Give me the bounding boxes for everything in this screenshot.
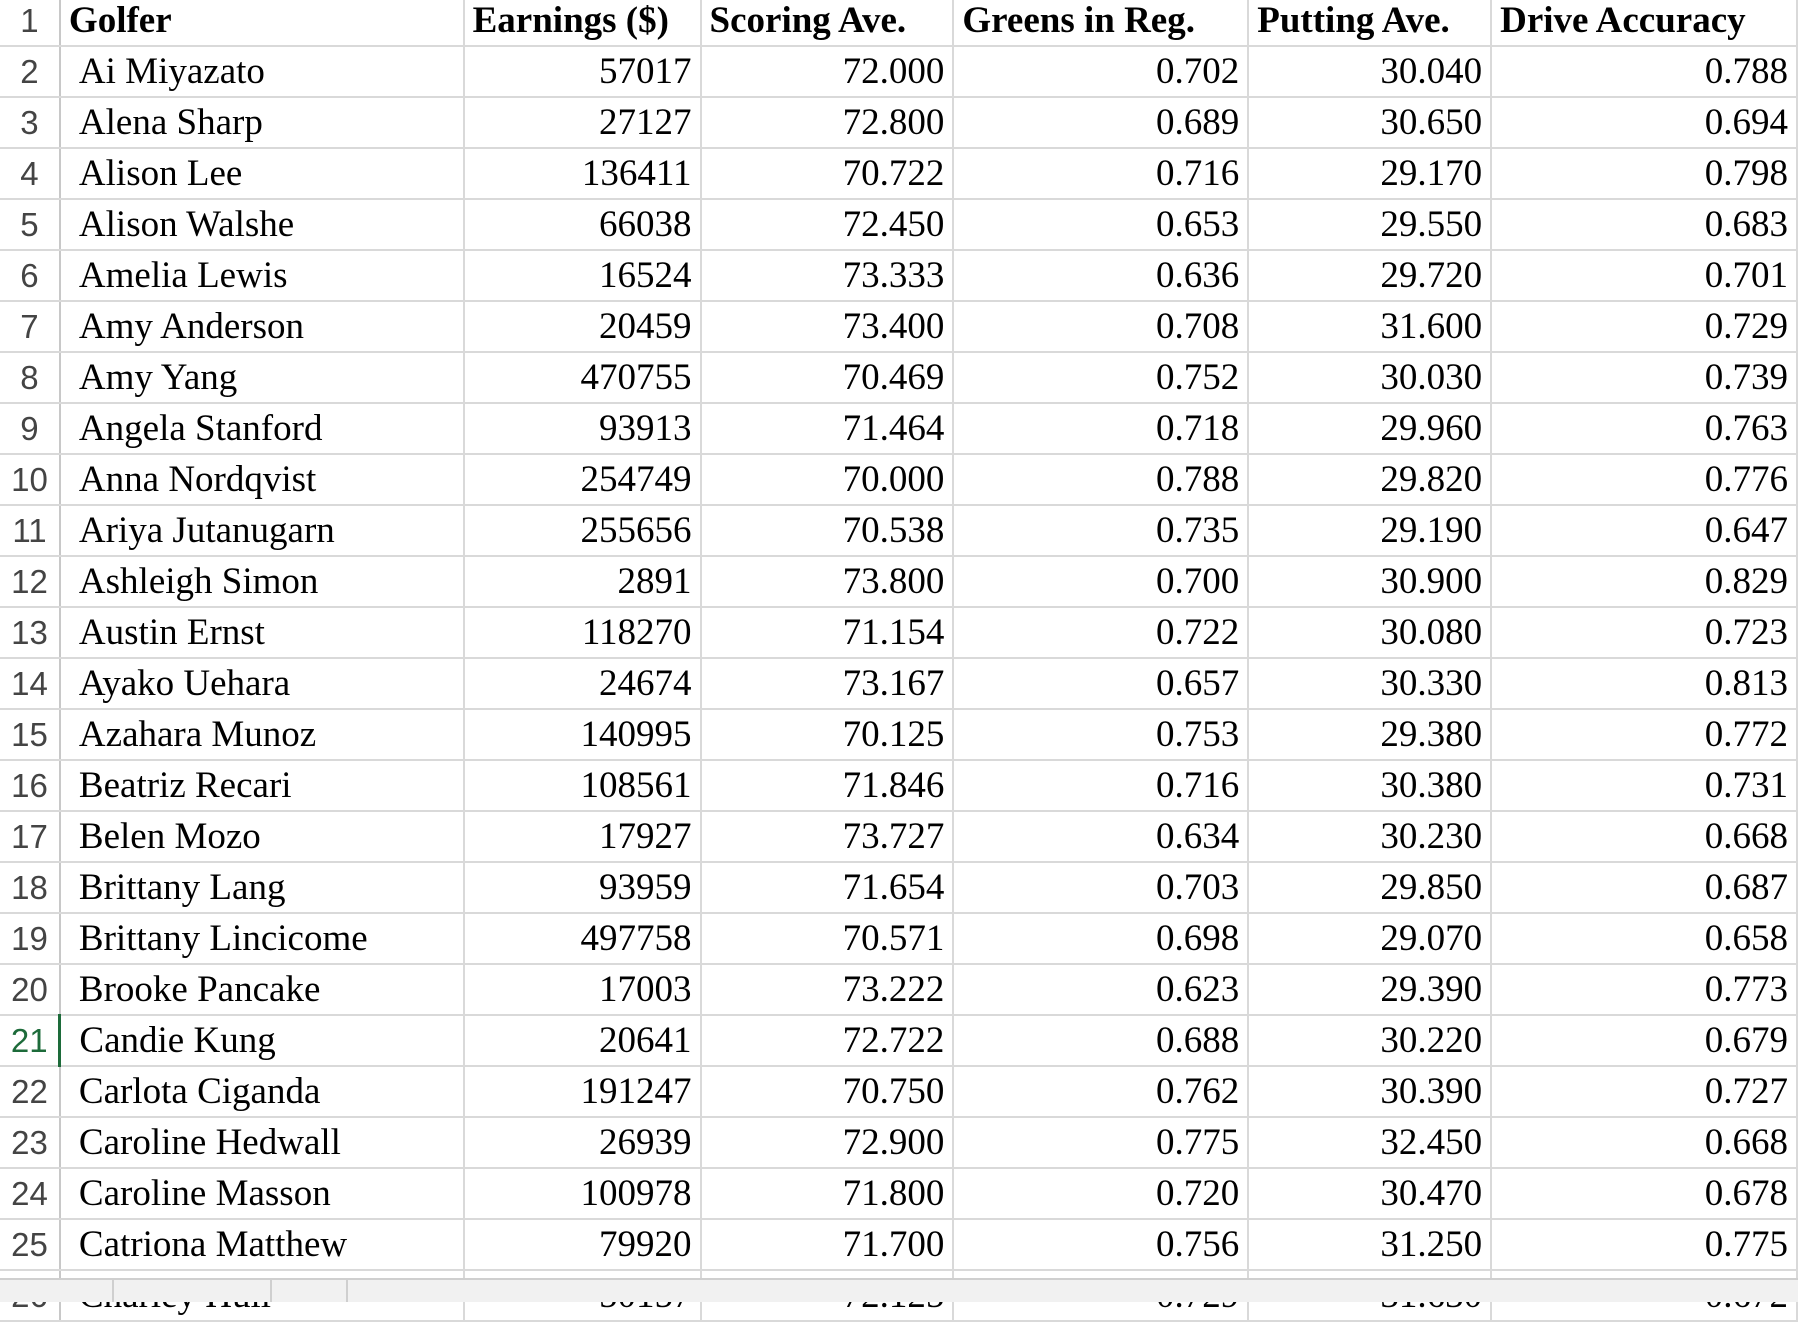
table-row[interactable]: [0, 505, 1797, 556]
table-row[interactable]: [0, 1168, 1797, 1219]
table-row[interactable]: [0, 1219, 1797, 1270]
table-row[interactable]: [0, 607, 1797, 658]
cell-drive-accuracy[interactable]: 0.723: [1491, 607, 1797, 658]
cell-putting-ave[interactable]: 30.230: [1248, 811, 1491, 862]
cell-golfer[interactable]: Amelia Lewis: [60, 250, 464, 301]
row-number[interactable]: 3: [0, 97, 60, 148]
cell-scoring-ave[interactable]: 70.538: [701, 505, 954, 556]
cell-putting-ave[interactable]: 30.380: [1248, 760, 1491, 811]
table-row[interactable]: [0, 199, 1797, 250]
cell-drive-accuracy[interactable]: 0.683: [1491, 199, 1797, 250]
cell-earnings[interactable]: 27127: [464, 97, 701, 148]
table-row[interactable]: [0, 148, 1797, 199]
cell-scoring-ave[interactable]: 72.722: [701, 1015, 954, 1066]
cell-greens-in-reg[interactable]: 0.756: [953, 1219, 1248, 1270]
cell-golfer[interactable]: Austin Ernst: [60, 607, 464, 658]
sheet-tab[interactable]: [112, 1280, 272, 1302]
cell-earnings[interactable]: 20459: [464, 301, 701, 352]
cell-earnings[interactable]: 24674: [464, 658, 701, 709]
cell-scoring-ave[interactable]: 72.450: [701, 199, 954, 250]
cell-putting-ave[interactable]: 32.450: [1248, 1117, 1491, 1168]
cell-scoring-ave[interactable]: 70.125: [701, 709, 954, 760]
cell-drive-accuracy[interactable]: 0.701: [1491, 250, 1797, 301]
row-number[interactable]: 14: [0, 658, 60, 709]
cell-earnings[interactable]: 26939: [464, 1117, 701, 1168]
cell-golfer[interactable]: Amy Anderson: [60, 301, 464, 352]
cell-scoring-ave[interactable]: 71.654: [701, 862, 954, 913]
cell-greens-in-reg[interactable]: 0.752: [953, 352, 1248, 403]
cell-scoring-ave[interactable]: 71.800: [701, 1168, 954, 1219]
row-number[interactable]: 20: [0, 964, 60, 1015]
cell-putting-ave[interactable]: 29.190: [1248, 505, 1491, 556]
cell-scoring-ave[interactable]: 70.722: [701, 148, 954, 199]
header-greens-in-reg[interactable]: Greens in Reg.: [953, 0, 1248, 46]
cell-earnings[interactable]: 191247: [464, 1066, 701, 1117]
cell-drive-accuracy[interactable]: 0.763: [1491, 403, 1797, 454]
table-row[interactable]: [0, 709, 1797, 760]
table-row[interactable]: [0, 811, 1797, 862]
cell-greens-in-reg[interactable]: 0.702: [953, 46, 1248, 97]
row-number[interactable]: 18: [0, 862, 60, 913]
cell-greens-in-reg[interactable]: 0.718: [953, 403, 1248, 454]
row-number[interactable]: 8: [0, 352, 60, 403]
cell-drive-accuracy[interactable]: 0.798: [1491, 148, 1797, 199]
row-number[interactable]: 11: [0, 505, 60, 556]
cell-earnings[interactable]: 17927: [464, 811, 701, 862]
cell-putting-ave[interactable]: 30.080: [1248, 607, 1491, 658]
row-number[interactable]: 19: [0, 913, 60, 964]
table-row[interactable]: [0, 250, 1797, 301]
cell-scoring-ave[interactable]: 71.154: [701, 607, 954, 658]
row-number[interactable]: 25: [0, 1219, 60, 1270]
cell-golfer[interactable]: Amy Yang: [60, 352, 464, 403]
table-row[interactable]: [0, 658, 1797, 709]
cell-putting-ave[interactable]: 29.850: [1248, 862, 1491, 913]
cell-putting-ave[interactable]: 29.720: [1248, 250, 1491, 301]
row-number[interactable]: 7: [0, 301, 60, 352]
cell-putting-ave[interactable]: 29.550: [1248, 199, 1491, 250]
cell-drive-accuracy[interactable]: 0.668: [1491, 1117, 1797, 1168]
header-putting-ave[interactable]: Putting Ave.: [1248, 0, 1491, 46]
cell-golfer[interactable]: Azahara Munoz: [60, 709, 464, 760]
cell-greens-in-reg[interactable]: 0.716: [953, 760, 1248, 811]
cell-golfer[interactable]: Candie Kung: [60, 1015, 464, 1066]
cell-drive-accuracy[interactable]: 0.647: [1491, 505, 1797, 556]
cell-drive-accuracy[interactable]: 0.739: [1491, 352, 1797, 403]
cell-drive-accuracy[interactable]: 0.813: [1491, 658, 1797, 709]
cell-putting-ave[interactable]: 29.390: [1248, 964, 1491, 1015]
cell-golfer[interactable]: Carlota Ciganda: [60, 1066, 464, 1117]
row-number[interactable]: 15: [0, 709, 60, 760]
row-number[interactable]: 21: [0, 1015, 60, 1066]
table-row[interactable]: [0, 46, 1797, 97]
cell-golfer[interactable]: Alison Walshe: [60, 199, 464, 250]
cell-earnings[interactable]: 497758: [464, 913, 701, 964]
cell-greens-in-reg[interactable]: 0.788: [953, 454, 1248, 505]
cell-putting-ave[interactable]: 30.390: [1248, 1066, 1491, 1117]
cell-greens-in-reg[interactable]: 0.720: [953, 1168, 1248, 1219]
row-number[interactable]: 17: [0, 811, 60, 862]
cell-scoring-ave[interactable]: 72.800: [701, 97, 954, 148]
cell-putting-ave[interactable]: 30.220: [1248, 1015, 1491, 1066]
cell-earnings[interactable]: 470755: [464, 352, 701, 403]
cell-scoring-ave[interactable]: 71.846: [701, 760, 954, 811]
row-number[interactable]: 22: [0, 1066, 60, 1117]
cell-scoring-ave[interactable]: 73.727: [701, 811, 954, 862]
cell-drive-accuracy[interactable]: 0.772: [1491, 709, 1797, 760]
row-number[interactable]: 2: [0, 46, 60, 97]
cell-drive-accuracy[interactable]: 0.788: [1491, 46, 1797, 97]
cell-golfer[interactable]: Ayako Uehara: [60, 658, 464, 709]
cell-scoring-ave[interactable]: 71.464: [701, 403, 954, 454]
cell-greens-in-reg[interactable]: 0.688: [953, 1015, 1248, 1066]
table-row[interactable]: [0, 403, 1797, 454]
cell-golfer[interactable]: Beatriz Recari: [60, 760, 464, 811]
cell-scoring-ave[interactable]: 70.571: [701, 913, 954, 964]
sheet-tab-bar[interactable]: [0, 1278, 1798, 1302]
cell-scoring-ave[interactable]: 70.000: [701, 454, 954, 505]
cell-greens-in-reg[interactable]: 0.698: [953, 913, 1248, 964]
table-row[interactable]: [0, 913, 1797, 964]
cell-drive-accuracy[interactable]: 0.731: [1491, 760, 1797, 811]
cell-golfer[interactable]: Caroline Hedwall: [60, 1117, 464, 1168]
cell-putting-ave[interactable]: 31.600: [1248, 301, 1491, 352]
cell-putting-ave[interactable]: 29.380: [1248, 709, 1491, 760]
row-number[interactable]: 4: [0, 148, 60, 199]
row-number[interactable]: 24: [0, 1168, 60, 1219]
cell-greens-in-reg[interactable]: 0.689: [953, 97, 1248, 148]
cell-golfer[interactable]: Alena Sharp: [60, 97, 464, 148]
table-row[interactable]: [0, 760, 1797, 811]
cell-drive-accuracy[interactable]: 0.727: [1491, 1066, 1797, 1117]
row-number[interactable]: 1: [0, 0, 60, 46]
row-number[interactable]: 9: [0, 403, 60, 454]
cell-drive-accuracy[interactable]: 0.776: [1491, 454, 1797, 505]
cell-earnings[interactable]: 57017: [464, 46, 701, 97]
cell-greens-in-reg[interactable]: 0.722: [953, 607, 1248, 658]
cell-scoring-ave[interactable]: 73.167: [701, 658, 954, 709]
cell-golfer[interactable]: Alison Lee: [60, 148, 464, 199]
table-row[interactable]: [0, 1117, 1797, 1168]
cell-golfer[interactable]: Catriona Matthew: [60, 1219, 464, 1270]
cell-golfer[interactable]: Brittany Lang: [60, 862, 464, 913]
sheet-nav-segment[interactable]: [0, 1280, 114, 1302]
table-row[interactable]: [0, 301, 1797, 352]
cell-scoring-ave[interactable]: 73.333: [701, 250, 954, 301]
cell-greens-in-reg[interactable]: 0.753: [953, 709, 1248, 760]
cell-greens-in-reg[interactable]: 0.708: [953, 301, 1248, 352]
cell-golfer[interactable]: Caroline Masson: [60, 1168, 464, 1219]
row-number[interactable]: 6: [0, 250, 60, 301]
cell-putting-ave[interactable]: 29.960: [1248, 403, 1491, 454]
cell-earnings[interactable]: 118270: [464, 607, 701, 658]
cell-earnings[interactable]: 108561: [464, 760, 701, 811]
cell-drive-accuracy[interactable]: 0.658: [1491, 913, 1797, 964]
cell-putting-ave[interactable]: 29.070: [1248, 913, 1491, 964]
cell-earnings[interactable]: 20641: [464, 1015, 701, 1066]
cell-scoring-ave[interactable]: 72.900: [701, 1117, 954, 1168]
cell-earnings[interactable]: 79920: [464, 1219, 701, 1270]
cell-putting-ave[interactable]: 30.030: [1248, 352, 1491, 403]
header-scoring-ave[interactable]: Scoring Ave.: [701, 0, 954, 46]
cell-earnings[interactable]: 93959: [464, 862, 701, 913]
cell-drive-accuracy[interactable]: 0.668: [1491, 811, 1797, 862]
cell-golfer[interactable]: Angela Stanford: [60, 403, 464, 454]
cell-earnings[interactable]: 2891: [464, 556, 701, 607]
cell-scoring-ave[interactable]: 71.700: [701, 1219, 954, 1270]
cell-drive-accuracy[interactable]: 0.829: [1491, 556, 1797, 607]
cell-putting-ave[interactable]: 31.250: [1248, 1219, 1491, 1270]
cell-drive-accuracy[interactable]: 0.694: [1491, 97, 1797, 148]
table-row[interactable]: [0, 454, 1797, 505]
header-row[interactable]: [0, 0, 1797, 46]
cell-drive-accuracy[interactable]: 0.687: [1491, 862, 1797, 913]
cell-greens-in-reg[interactable]: 0.700: [953, 556, 1248, 607]
cell-golfer[interactable]: Brittany Lincicome: [60, 913, 464, 964]
cell-drive-accuracy[interactable]: 0.729: [1491, 301, 1797, 352]
cell-golfer[interactable]: Ariya Jutanugarn: [60, 505, 464, 556]
row-number[interactable]: 12: [0, 556, 60, 607]
cell-golfer[interactable]: Anna Nordqvist: [60, 454, 464, 505]
cell-greens-in-reg[interactable]: 0.735: [953, 505, 1248, 556]
add-sheet-segment[interactable]: [270, 1280, 348, 1302]
cell-scoring-ave[interactable]: 70.469: [701, 352, 954, 403]
table-row[interactable]: [0, 1066, 1797, 1117]
cell-greens-in-reg[interactable]: 0.623: [953, 964, 1248, 1015]
cell-putting-ave[interactable]: 30.330: [1248, 658, 1491, 709]
cell-drive-accuracy[interactable]: 0.775: [1491, 1219, 1797, 1270]
table-row[interactable]: [0, 97, 1797, 148]
cell-golfer[interactable]: Ashleigh Simon: [60, 556, 464, 607]
cell-drive-accuracy[interactable]: 0.773: [1491, 964, 1797, 1015]
cell-golfer[interactable]: Brooke Pancake: [60, 964, 464, 1015]
cell-golfer[interactable]: Ai Miyazato: [60, 46, 464, 97]
cell-earnings[interactable]: 136411: [464, 148, 701, 199]
table-row[interactable]: [0, 964, 1797, 1015]
header-drive-accuracy[interactable]: Drive Accuracy: [1491, 0, 1797, 46]
cell-putting-ave[interactable]: 30.900: [1248, 556, 1491, 607]
row-number[interactable]: 10: [0, 454, 60, 505]
cell-earnings[interactable]: 66038: [464, 199, 701, 250]
cell-scoring-ave[interactable]: 73.800: [701, 556, 954, 607]
header-earnings[interactable]: Earnings ($): [464, 0, 701, 46]
cell-greens-in-reg[interactable]: 0.634: [953, 811, 1248, 862]
cell-drive-accuracy[interactable]: 0.678: [1491, 1168, 1797, 1219]
cell-putting-ave[interactable]: 30.470: [1248, 1168, 1491, 1219]
cell-greens-in-reg[interactable]: 0.716: [953, 148, 1248, 199]
cell-putting-ave[interactable]: 30.650: [1248, 97, 1491, 148]
cell-greens-in-reg[interactable]: 0.653: [953, 199, 1248, 250]
cell-greens-in-reg[interactable]: 0.762: [953, 1066, 1248, 1117]
cell-greens-in-reg[interactable]: 0.657: [953, 658, 1248, 709]
cell-putting-ave[interactable]: 30.040: [1248, 46, 1491, 97]
row-number[interactable]: 13: [0, 607, 60, 658]
row-number[interactable]: 16: [0, 760, 60, 811]
table-row[interactable]: [0, 352, 1797, 403]
cell-putting-ave[interactable]: 29.170: [1248, 148, 1491, 199]
cell-greens-in-reg[interactable]: 0.636: [953, 250, 1248, 301]
cell-earnings[interactable]: 17003: [464, 964, 701, 1015]
cell-scoring-ave[interactable]: 73.400: [701, 301, 954, 352]
cell-putting-ave[interactable]: 29.820: [1248, 454, 1491, 505]
cell-earnings[interactable]: 255656: [464, 505, 701, 556]
cell-earnings[interactable]: 140995: [464, 709, 701, 760]
cell-golfer[interactable]: Belen Mozo: [60, 811, 464, 862]
row-number[interactable]: 23: [0, 1117, 60, 1168]
table-row[interactable]: [0, 556, 1797, 607]
header-golfer[interactable]: Golfer: [60, 0, 464, 46]
cell-earnings[interactable]: 93913: [464, 403, 701, 454]
cell-greens-in-reg[interactable]: 0.703: [953, 862, 1248, 913]
cell-scoring-ave[interactable]: 70.750: [701, 1066, 954, 1117]
cell-scoring-ave[interactable]: 73.222: [701, 964, 954, 1015]
cell-greens-in-reg[interactable]: 0.775: [953, 1117, 1248, 1168]
cell-earnings[interactable]: 254749: [464, 454, 701, 505]
cell-scoring-ave[interactable]: 72.000: [701, 46, 954, 97]
cell-earnings[interactable]: 100978: [464, 1168, 701, 1219]
cell-earnings[interactable]: 16524: [464, 250, 701, 301]
row-number[interactable]: 5: [0, 199, 60, 250]
cell-drive-accuracy[interactable]: 0.679: [1491, 1015, 1797, 1066]
table-row[interactable]: [0, 862, 1797, 913]
table-row[interactable]: [0, 1015, 1797, 1066]
